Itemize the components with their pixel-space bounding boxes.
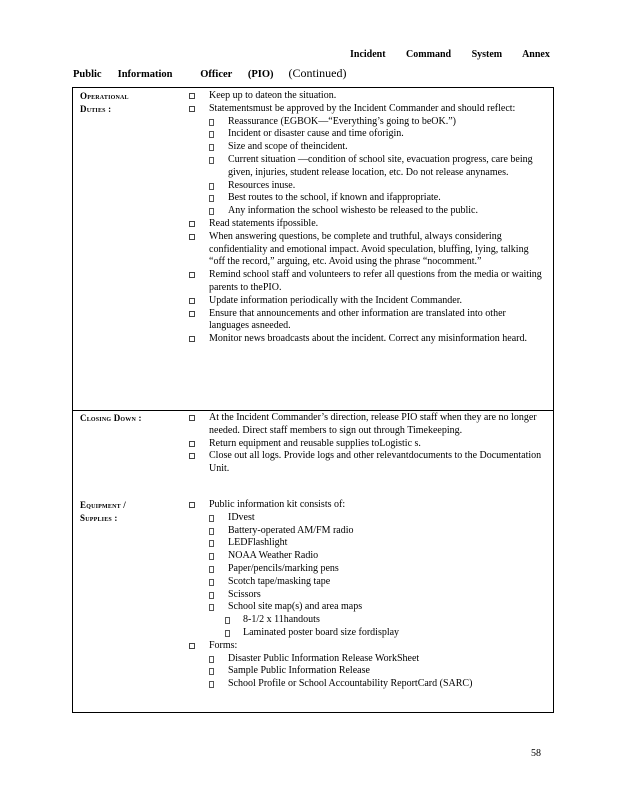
square-bullet-icon: [209, 195, 214, 202]
item-text: Remind school staff and volunteers to refer all questions from the media or waiting parents to thePIO.: [209, 269, 542, 293]
square-bullet-icon: [209, 681, 214, 688]
item-text: Scotch tape/masking tape: [228, 575, 331, 587]
square-bullet-icon: [209, 144, 214, 151]
list-item: [189, 450, 545, 476]
square-bullet-icon: [209, 528, 214, 535]
sub-list-item: [189, 678, 545, 691]
list-item: [189, 412, 545, 438]
sub-list-item: [189, 141, 545, 154]
square-bullet-icon: [209, 566, 214, 573]
item-text: Return equipment and reusable supplies toLogistic s.: [209, 437, 421, 449]
title-continued: (Continued): [288, 66, 347, 80]
title-word-pio: (PIO): [247, 69, 274, 80]
checkbox-bullet-icon: [189, 221, 195, 227]
document-header-title: Incident Command System Annex: [350, 49, 550, 60]
sub-list-item: [189, 576, 545, 589]
item-text: Resources inuse.: [228, 179, 296, 191]
list-item: [189, 438, 545, 451]
item-text: Disaster Public Information Release WorkSheet: [228, 652, 420, 664]
item-text: Close out all logs. Provide logs and other relevantdocuments to the Documentation Unit.: [209, 450, 542, 475]
square-bullet-icon: [225, 630, 230, 637]
list-item: [189, 640, 545, 653]
sub-list-item: [189, 116, 545, 129]
sub-list-item: [189, 537, 545, 550]
title-word-information: Information: [117, 69, 173, 80]
item-text: Statementsmust be approved by the Incident Commander and should reflect:: [209, 102, 516, 114]
operational-duties-section: [73, 88, 553, 411]
item-text: Keep up to dateon the situation.: [209, 90, 337, 101]
label-line: Duties :: [80, 104, 112, 114]
square-bullet-icon: [225, 617, 230, 624]
list-item: [189, 295, 545, 308]
list-item: [189, 231, 545, 269]
sub-list-item: [189, 525, 545, 538]
item-text: Current situation —condition of school site, evacuation progress, care being given, injuries, student release location, etc. Do not release anynames.: [228, 153, 533, 178]
item-text: Best routes to the school, if known and ifappropriate.: [228, 192, 441, 204]
item-text: Update information periodically with the Incident Commander.: [209, 294, 462, 306]
square-bullet-icon: [209, 540, 214, 547]
square-bullet-icon: [209, 131, 214, 138]
checkbox-bullet-icon: [189, 311, 195, 317]
item-text: Ensure that announcements and other information are translated into other languages asneeded.: [209, 307, 506, 332]
equipment-supplies-label: [80, 499, 126, 525]
item-text: When answering questions, be complete and truthful, always considering confidentiality and emotional impact. Avoid speculation, bluffing, lying, talking “off the record,” arguing, etc. Avoid using the phrase “nocomment.”: [209, 230, 529, 268]
list-item: [189, 499, 545, 512]
square-bullet-icon: [209, 553, 214, 560]
item-text: Laminated poster board size fordisplay: [243, 626, 400, 638]
sub-list-item: [189, 128, 545, 141]
square-bullet-icon: [209, 656, 214, 663]
title-word-public: Public: [73, 69, 102, 80]
item-text: Public information kit consists of:: [209, 499, 346, 510]
item-text: Battery-operated AM/FM radio: [228, 524, 354, 536]
item-text: Forms:: [209, 639, 238, 651]
sub-list-item: [189, 589, 545, 602]
list-item: [189, 308, 545, 334]
sub-list-item: [189, 563, 545, 576]
item-text: LEDFlashlight: [228, 537, 288, 549]
label-line: Operational: [80, 91, 129, 101]
checkbox-bullet-icon: [189, 106, 195, 112]
square-bullet-icon: [209, 579, 214, 586]
closing-down-content: [189, 412, 545, 476]
closing-equipment-section: [73, 410, 553, 712]
sub-list-item: [189, 665, 545, 678]
checkbox-bullet-icon: [189, 453, 195, 459]
sub-sub-list-item: [189, 627, 545, 640]
item-text: At the Incident Commander’s direction, release PIO staff when they are no longer needed. Direct staff members to sign out through Timekeeping.: [209, 412, 537, 436]
item-text: Read statements ifpossible.: [209, 217, 319, 229]
label-line: Equipment /: [80, 500, 126, 510]
square-bullet-icon: [209, 592, 214, 599]
item-text: School site map(s) and area maps: [228, 601, 363, 613]
square-bullet-icon: [209, 208, 214, 215]
item-text: Size and scope of theincident.: [228, 141, 348, 153]
item-text: Reassurance (EGBOK—“Everything’s going to beOK.”): [228, 115, 456, 127]
duties-table: [72, 87, 554, 713]
sub-list-item: [189, 512, 545, 525]
checkbox-bullet-icon: [189, 643, 195, 649]
item-text: Sample Public Information Release: [228, 665, 370, 677]
item-text: NOAA Weather Radio: [228, 550, 319, 562]
item-text: Incident or disaster cause and time oforigin.: [228, 128, 404, 140]
square-bullet-icon: [209, 119, 214, 126]
title-word-officer: Officer: [200, 69, 233, 80]
operational-duties-content: [189, 90, 545, 346]
sub-list-item: [189, 653, 545, 666]
checkbox-bullet-icon: [189, 441, 195, 447]
sub-sub-list-item: [189, 614, 545, 627]
item-text: School Profile or School Accountability ReportCard (SARC): [228, 678, 473, 690]
square-bullet-icon: [209, 604, 214, 611]
item-text: IDvest: [228, 511, 255, 523]
label-line: Supplies :: [80, 513, 118, 523]
operational-duties-label: [80, 90, 129, 116]
checkbox-bullet-icon: [189, 415, 195, 421]
list-item: [189, 269, 545, 295]
sub-list-item: [189, 180, 545, 193]
square-bullet-icon: [209, 157, 214, 164]
item-text: Paper/pencils/marking pens: [228, 562, 339, 574]
square-bullet-icon: [209, 515, 214, 522]
checkbox-bullet-icon: [189, 272, 195, 278]
closing-down-label: Closing Down :: [80, 413, 142, 423]
item-text: Any information the school wishesto be released to the public.: [228, 205, 478, 217]
checkbox-bullet-icon: [189, 234, 195, 240]
checkbox-bullet-icon: [189, 298, 195, 304]
list-item: [189, 333, 545, 346]
checkbox-bullet-icon: [189, 93, 195, 99]
list-item: [189, 103, 545, 116]
square-bullet-icon: [209, 668, 214, 675]
item-text: Scissors: [228, 588, 261, 600]
list-item: [189, 90, 545, 103]
checkbox-bullet-icon: [189, 502, 195, 508]
page-number: 58: [531, 748, 541, 759]
sub-list-item: [189, 550, 545, 563]
section-title: [73, 66, 347, 81]
sub-list-item: [189, 205, 545, 218]
list-item: [189, 218, 545, 231]
item-text: Monitor news broadcasts about the incident. Correct any misinformation heard.: [209, 333, 527, 345]
checkbox-bullet-icon: [189, 336, 195, 342]
item-text: 8-1/2 x 11handouts: [243, 614, 320, 626]
sub-list-item: [189, 154, 545, 180]
square-bullet-icon: [209, 183, 214, 190]
equipment-supplies-content: [189, 499, 545, 691]
sub-list-item: [189, 192, 545, 205]
sub-list-item: [189, 601, 545, 614]
